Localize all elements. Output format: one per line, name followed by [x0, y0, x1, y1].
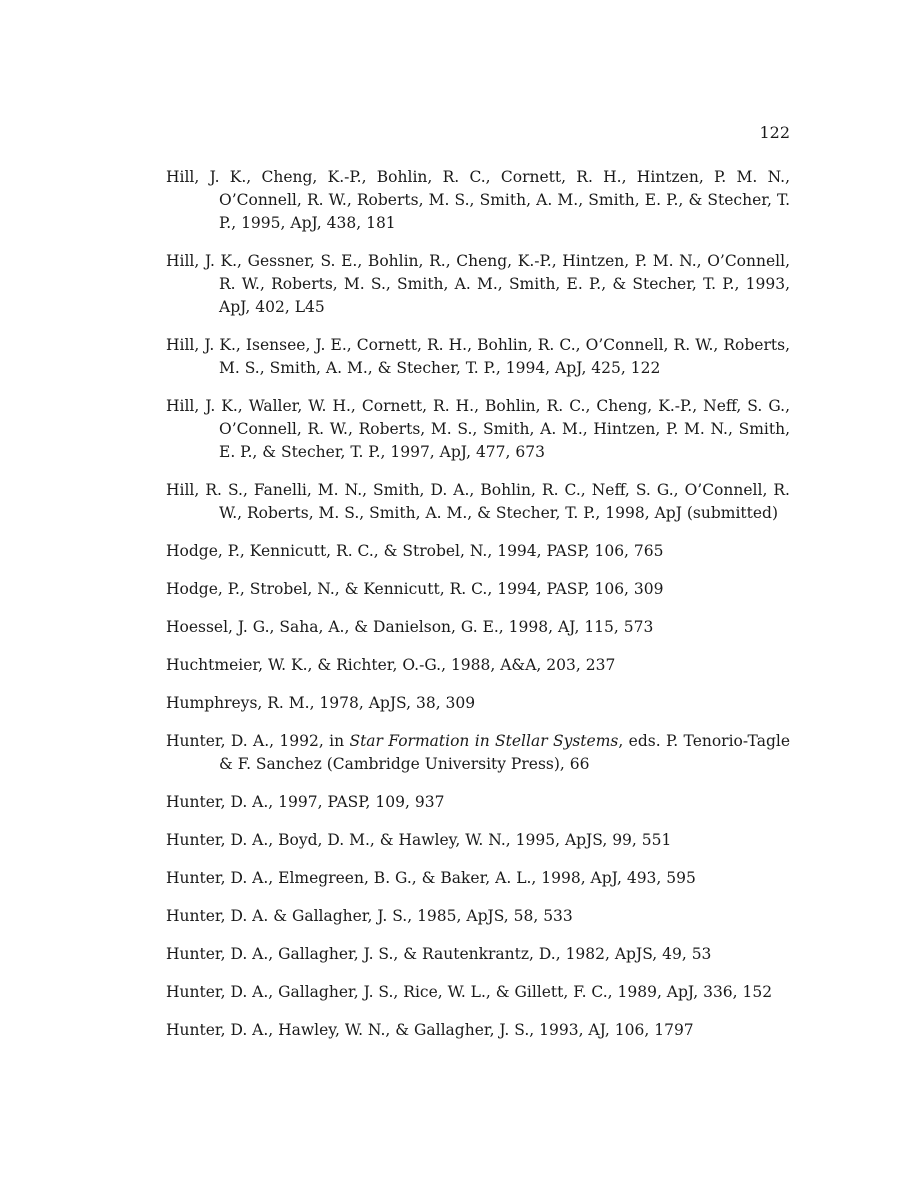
- reference-item: Hodge, P., Strobel, N., & Kennicutt, R. C., 1994, PASP, 106, 309: [166, 580, 664, 598]
- reference-item: Hunter, D. A., 1997, PASP, 109, 937: [166, 793, 445, 811]
- reference-item: Hoessel, J. G., Saha, A., & Danielson, G. E., 1998, AJ, 115, 573: [166, 618, 654, 636]
- reference-list: [166, 166, 790, 1057]
- reference-item: Huchtmeier, W. K., & Richter, O.-G., 1988, A&A, 203, 237: [166, 656, 616, 674]
- reference-item: Hunter, D. A., Boyd, D. M., & Hawley, W. N., 1995, ApJS, 99, 551: [166, 831, 672, 849]
- reference-item-hunter-1992: [166, 730, 790, 776]
- reference-item: Hill, J. K., Isensee, J. E., Cornett, R. H., Bohlin, R. C., O’Connell, R. W., Roberts, M. S., Smith, A. M., & Stecher, T. P., 1994, ApJ, 425, 122: [166, 336, 790, 377]
- page-number: 122: [759, 123, 790, 142]
- book-title: Star Formation in Stellar Systems: [349, 732, 619, 750]
- reference-item: Hodge, P., Kennicutt, R. C., & Strobel, N., 1994, PASP, 106, 765: [166, 542, 664, 560]
- reference-item: Humphreys, R. M., 1978, ApJS, 38, 309: [166, 694, 476, 712]
- reference-item: Hill, J. K., Cheng, K.-P., Bohlin, R. C., Cornett, R. H., Hintzen, P. M. N., O’Connell, R. W., Roberts, M. S., Smith, A. M., Smith, E. P., & Stecher, T. P., 1995, ApJ, 438, 181: [166, 168, 790, 232]
- reference-item: Hunter, D. A., Gallagher, J. S., & Rautenkrantz, D., 1982, ApJS, 49, 53: [166, 945, 712, 963]
- reference-text: , eds. P. Tenorio-Tagle & F. Sanchez (Cambridge University Press), 66: [219, 732, 790, 773]
- reference-item: Hill, J. K., Waller, W. H., Cornett, R. H., Bohlin, R. C., Cheng, K.-P., Neff, S. G., O’Connell, R. W., Roberts, M. S., Smith, A. M., Hintzen, P. M. N., Smith, E. P., & Stecher, T. P., 1997, ApJ, 477, 673: [166, 397, 790, 461]
- reference-item: Hunter, D. A., Elmegreen, B. G., & Baker, A. L., 1998, ApJ, 493, 595: [166, 869, 696, 887]
- reference-item: Hunter, D. A., Gallagher, J. S., Rice, W. L., & Gillett, F. C., 1989, ApJ, 336, 152: [166, 983, 773, 1001]
- reference-item: Hunter, D. A., Hawley, W. N., & Gallagher, J. S., 1993, AJ, 106, 1797: [166, 1021, 694, 1039]
- reference-item: Hill, R. S., Fanelli, M. N., Smith, D. A., Bohlin, R. C., Neff, S. G., O’Connell, R. W., Roberts, M. S., Smith, A. M., & Stecher, T. P., 1998, ApJ (submitted): [166, 481, 790, 522]
- reference-text: Hunter, D. A., 1992, in: [166, 732, 350, 750]
- reference-item: Hunter, D. A. & Gallagher, J. S., 1985, ApJS, 58, 533: [166, 907, 573, 925]
- reference-item: Hill, J. K., Gessner, S. E., Bohlin, R., Cheng, K.-P., Hintzen, P. M. N., O’Connell, R. W., Roberts, M. S., Smith, A. M., Smith, E. P., & Stecher, T. P., 1993, ApJ, 402, L45: [166, 252, 790, 316]
